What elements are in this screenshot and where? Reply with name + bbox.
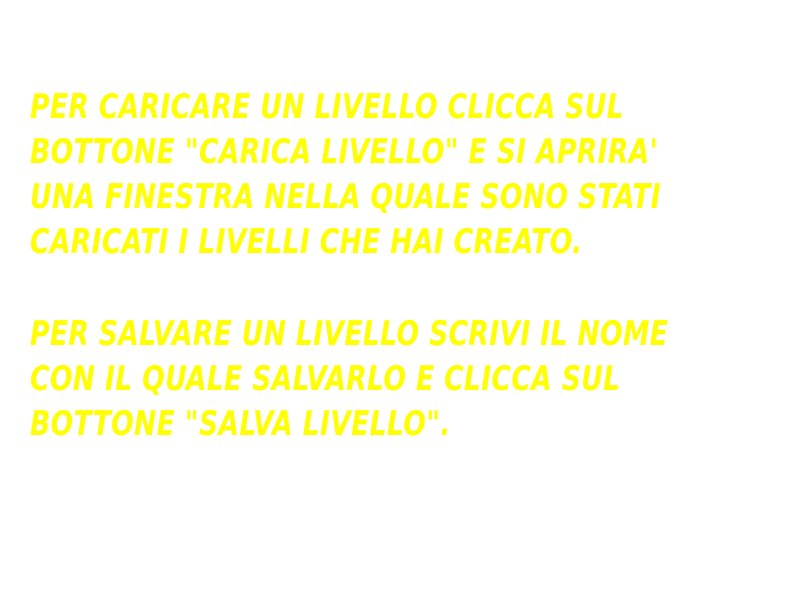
instruction-line: CARICATI I LIVELLI CHE HAI CREATO. bbox=[30, 222, 583, 262]
instruction-line: BOTTONE "CARICA LIVELLO" E SI APRIRA' bbox=[30, 132, 659, 172]
save-level-instructions bbox=[30, 312, 790, 447]
instruction-line: UNA FINESTRA NELLA QUALE SONO STATI bbox=[30, 177, 662, 217]
instruction-line: CON IL QUALE SALVARLO E CLICCA SUL bbox=[30, 359, 621, 399]
instruction-line: PER CARICARE UN LIVELLO CLICCA SUL bbox=[30, 87, 624, 127]
instruction-line: PER SALVARE UN LIVELLO SCRIVI IL NOME bbox=[30, 314, 669, 354]
load-level-instructions bbox=[30, 85, 790, 265]
instruction-line: BOTTONE "SALVA LIVELLO". bbox=[30, 404, 451, 444]
